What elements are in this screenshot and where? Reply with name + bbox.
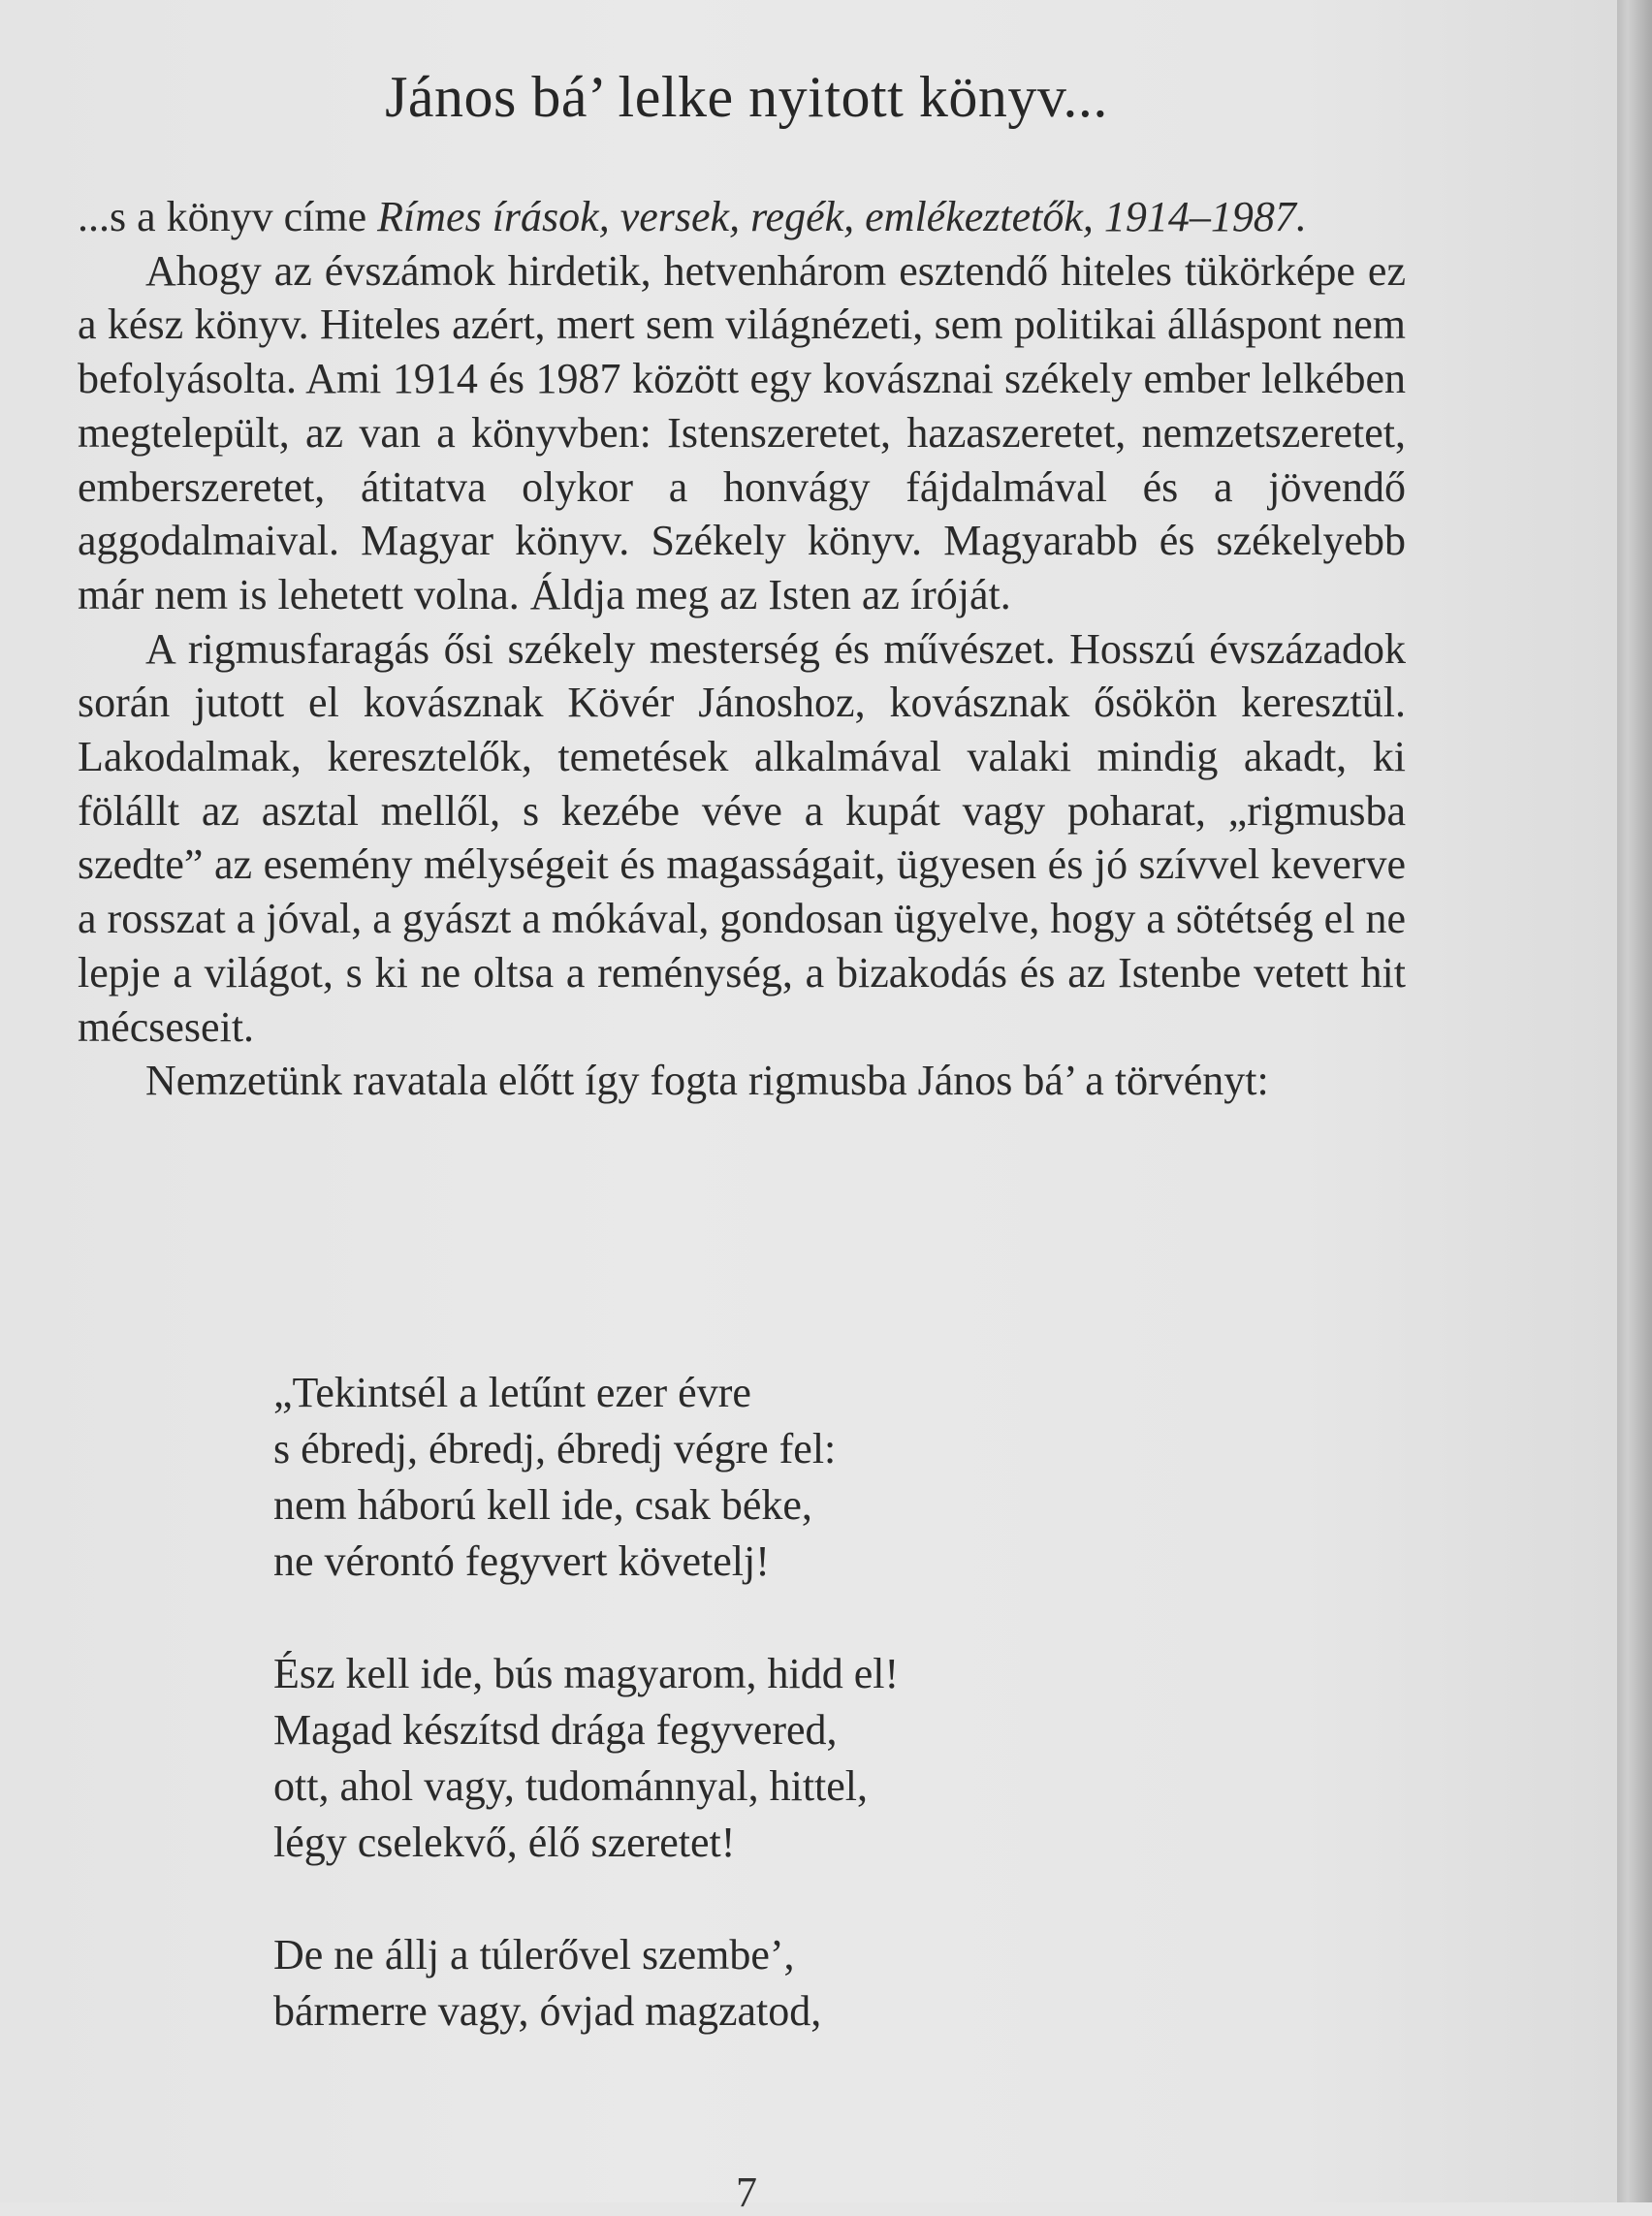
paragraph-fourth: Nemzetünk ravatala előtt így fogta rigmusba János bá’ a törvényt: [145,1057,1269,1105]
paragraph-intro [78,190,1406,244]
chapter-title: János bá’ lelke nyitott könyv... [385,65,1108,129]
poem-line: ne vérontó fegyvert követelj! [273,1537,770,1585]
poem-line: s ébredj, ébredj, ébredj végre fel: [273,1425,837,1472]
body-text [78,190,1406,1108]
poem-stanza-1 [273,1365,1340,1590]
page-edge [1617,0,1652,2202]
poem-line: légy cselekvő, élő szeretet! [273,1819,736,1866]
poem-stanza-3 [273,1927,1340,2040]
poem-stanza-2 [273,1646,1340,1871]
book-title-italic: Rímes írások, versek, regék, emlékeztetők, 1914–1987. [377,193,1307,240]
paragraph-second: Ahogy az évszámok hirdetik, hetvenhárom esztendő hiteles tükörképe ez a kész könyv. Hiteles azért, mert sem világnézeti, sem politikai álláspont nem befolyásolta. Ami 1914 és 1987 között egy kovásznai székely ember lelkében megtelepült, az van a könyvben: Istenszeretet, hazaszeretet, nemzetszeretet, emberszeretet, átitatva olykor a honvágy fájdalmával és a jövendő aggodalmaival. Magyar könyv. Székely könyv. Magyarabb és székelyebb már nem is lehetett volna. Áldja meg az Isten az íróját. [78,246,1406,618]
poem-line: Ész kell ide, bús magyarom, hidd el! [273,1650,900,1697]
poem-line: Magad készítsd drága fegyvered, [273,1706,838,1754]
poem-line: nem háború kell ide, csak béke, [273,1481,812,1529]
poem-line: ott, ahol vagy, tudománnyal, hittel, [273,1762,869,1810]
paragraph-third: A rigmusfaragás ősi székely mesterség és művészet. Hosszú évszázadok során jutott el kovásznak Kövér Jánoshoz, kovásznak ősökön keresztül. Lakodalmak, keresztelők, temetések alkalmával valaki mindig akadt, ki fölállt az asztal mellől, s kezébe véve a kupát vagy poharat, „rigmusba szedte” az esemény mélységeit és magasságait, ügyesen és jó szívvel keverve a rosszat a jóval, a gyászt a mókával, gondosan ügyelve, hogy a sötétség el ne lepje a világot, s ki ne oltsa a reménység, a bizakodás és az Istenbe vetett hit mécseseit. [78,624,1406,1051]
intro-text: ...s a könyv címe [78,193,378,240]
poem-line: „Tekintsél a letűnt ezer évre [273,1369,751,1416]
page-number: 7 [736,2169,757,2216]
poem-line: De ne állj a túlerővel szembe’, [273,1931,795,1979]
poem-quote [273,1365,1340,2040]
poem-line: bármerre vagy, óvjad magzatod, [273,1987,822,2035]
